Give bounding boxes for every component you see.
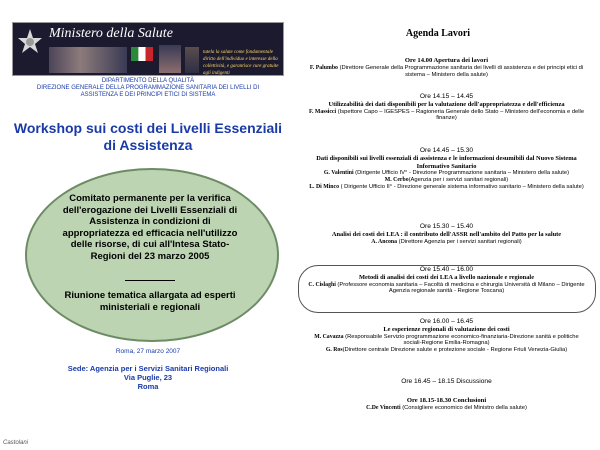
agenda-speaker [305, 65, 588, 79]
agenda-time: Ore 18.15-18.30 Conclusioni [406, 397, 487, 404]
speaker-name: F. Massicci [308, 108, 337, 115]
banner-photo [49, 47, 127, 73]
speaker-name: C.De Vincenti [366, 405, 401, 411]
speaker-name: M. Cerbo [384, 176, 409, 183]
ministry-banner [12, 22, 284, 76]
agenda-speaker [305, 347, 588, 354]
footer-author: Castolani [3, 440, 29, 446]
event-date: Roma, 27 marzo 2007 [115, 348, 181, 355]
agenda-speaker [305, 170, 588, 177]
speaker-role: (Direttore centrale Direzione salute e protezione sociale - Regione Friuli Venezia-Giulia) [342, 347, 568, 354]
speaker-role: ( Dirigente Ufficio II° - Direzione generale sistema informativo sanitario – Ministero della salute) [338, 183, 584, 190]
speaker-name: F. Palumbo [309, 65, 338, 71]
agenda-item-nsis [305, 147, 588, 190]
agenda-speaker [305, 184, 588, 191]
agenda-time: Ore 15.40 – 16.00 [419, 266, 474, 273]
agenda-item-conclusioni [305, 397, 588, 412]
agenda-item-esperienze [305, 318, 588, 354]
venue-line-3: Roma [137, 382, 159, 391]
agenda-speaker [305, 239, 588, 246]
speaker-role: (Responsabile Servizio programmazione economico-finanziaria-Direzione sanità e politiche sociali-Regione Emilia-Romagna) [343, 333, 579, 347]
speaker-role: (Professore economia sanitaria – Facoltà di medicina e chirurgia Università di Milano – Dirigente Agenzia regionale sanità - Regione Toscana) [335, 281, 585, 295]
agenda-time: Ore 14.15 – 14.45 [419, 93, 474, 100]
agenda-theme: Analisi dei costi dei LEA : il contributo dell'ASSR nell'ambito del Patto per la salute [331, 231, 562, 238]
speaker-name: L. Di Minco [309, 183, 339, 190]
agenda-item-opening [305, 57, 588, 79]
speaker-role: (Ispettore Capo – IGESPES – Ragioneria Generale dello Stato – Ministero dell'economia e delle finanze) [336, 108, 585, 122]
agenda-theme: Metodi di analisi dei costi dei LEA a livello nazionale e regionale [358, 274, 535, 281]
agenda-item-dati [305, 93, 588, 122]
agenda-speaker [305, 177, 588, 184]
republic-emblem-icon [17, 27, 43, 59]
banner-photo-2 [159, 45, 181, 73]
comitato-text: Comitato permanente per la verifica dell'erogazione dei Livelli Essenziali di Assistenza in condizioni di appropriatezza ed efficacia nell'utilizzo delle risorse, di cui all'Intesa Stato-Regioni del 23 marzo 2005 [62, 193, 238, 262]
speaker-role: (Dirigente Ufficio IV° - Direzione Programmazione sanitaria – Ministero della salute) [353, 170, 570, 176]
workshop-title: Workshop sui costi dei Livelli Essenziali di Assistenza [13, 120, 283, 153]
department-line-1: DIPARTIMENTO DELLA QUALITÀ [101, 78, 195, 84]
speaker-name: M. Cavazza [314, 333, 344, 340]
banner-photo-3 [185, 47, 199, 73]
agenda-theme: Utilizzabilità dei dati disponibili per la valutazione dell'appropriatezza e dell'efficienza [328, 101, 565, 108]
venue-line-1: Sede: Agenzia per i Servizi Sanitari Regionali [67, 364, 229, 373]
venue-line-2: Via Puglie, 23 [123, 373, 173, 382]
ministry-motto: tutela la salute come fondamentale diritto dell'individuo e interesse della collettività, e garantisce cure gratuite agli indigenti [203, 50, 279, 76]
agenda-item-discussione [305, 378, 588, 386]
agenda-item-assr [305, 223, 588, 245]
agenda-item-metodi [305, 266, 588, 295]
speaker-role: (Consigliere economico del Ministro della salute) [400, 405, 527, 411]
agenda-speaker [305, 405, 588, 412]
speaker-name: A. Ancona [371, 238, 398, 245]
speaker-name: G. Valentini [323, 170, 354, 176]
agenda-time: Ore 16.45 – 18.15 Discussione [401, 378, 492, 385]
italian-flag-icon [131, 47, 153, 61]
ministry-name: Ministero della Salute [49, 26, 173, 41]
agenda-theme: Dati disponibili sui livelli essenziali di assistenza e le informazioni desumibili dal Nuovo Sistema Informativo Sanitario [316, 155, 577, 170]
speaker-role: (Direttore Agenzia per i servizi sanitari regionali) [397, 238, 522, 245]
agenda-title: Agenda Lavori [405, 28, 471, 39]
speaker-name: G. Ros [325, 347, 343, 354]
speaker-role: (Agenzia per i servizi sanitari regionali) [408, 176, 509, 183]
speaker-role: (Direttore Generale della Programmazione sanitaria dei livelli di assistenza e dei principi etici di sistema – Ministero della salute) [337, 65, 584, 78]
agenda-time: Ore 14.00 Apertura dei lavori [404, 57, 489, 64]
agenda-speaker [305, 109, 588, 123]
divider [125, 280, 175, 281]
agenda-time: Ore 15.30 – 15.40 [419, 223, 474, 230]
agenda-speaker [305, 282, 588, 296]
speaker-name: C. Cislaghi [308, 281, 336, 288]
agenda-time: Ore 14.45 – 15.30 [419, 147, 474, 154]
agenda-time: Ore 16.00 – 16.45 [419, 318, 474, 325]
department-line-2: DIREZIONE GENERALE DELLA PROGRAMMAZIONE SANITARIA DEI LIVELLI DI [36, 85, 260, 91]
agenda-theme: Le esperienze regionali di valutazione dei costi [383, 326, 510, 333]
agenda-speaker [305, 334, 588, 348]
riunione-text: Riunione tematica allargata ad esperti ministeriali e regionali [64, 290, 236, 313]
department-line-3: ASSISTENZA E DEI PRINCIPI ETICI DI SISTEMA [80, 92, 216, 98]
